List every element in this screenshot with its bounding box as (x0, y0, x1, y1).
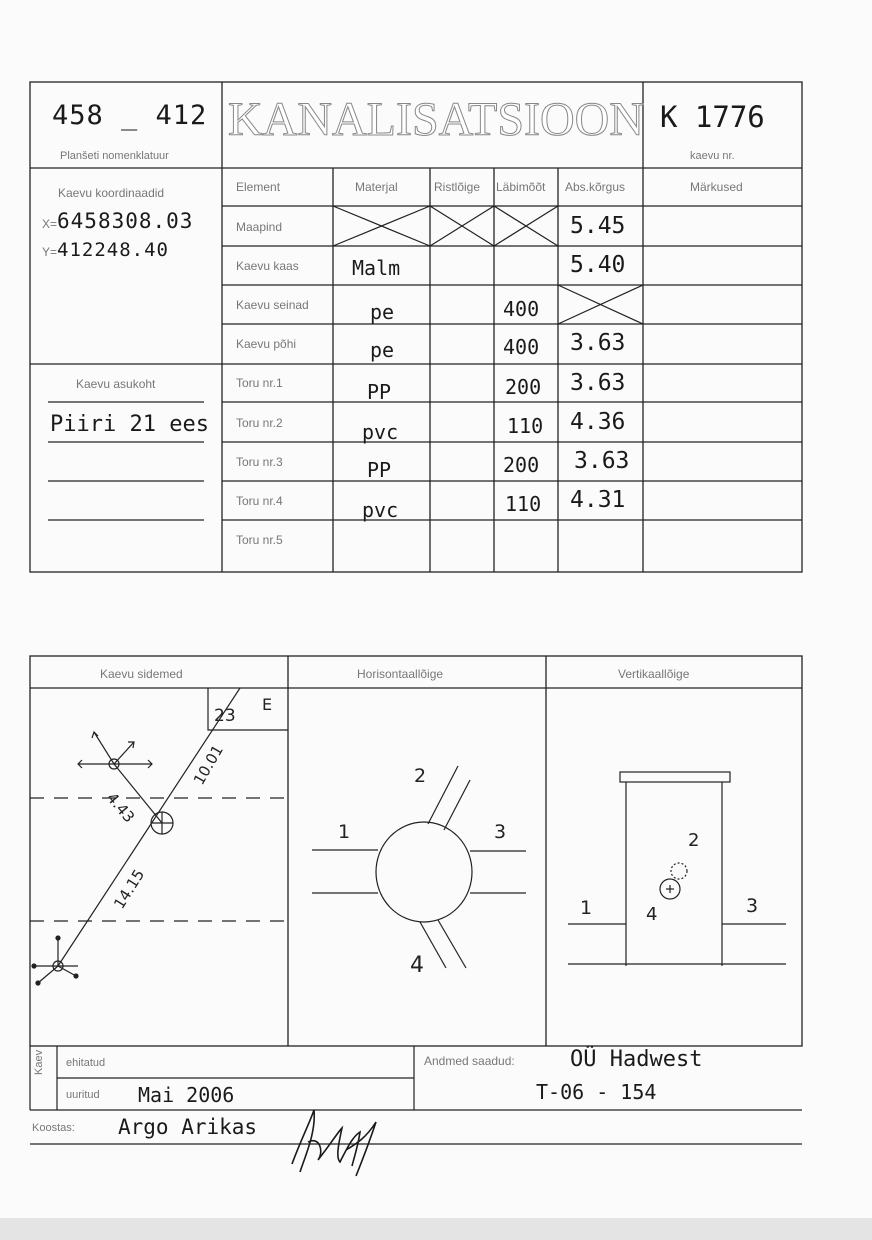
author-label: Koostas: (32, 1122, 75, 1134)
distance-label: 4.43 (102, 789, 139, 827)
diameter-value: 400 (503, 335, 540, 359)
vertical-section-sketch (546, 688, 802, 1046)
diameter-value: 200 (505, 375, 542, 399)
material-value: Malm (352, 256, 401, 280)
coords-label: Kaevu koordinaadid (58, 186, 165, 200)
elevation-value: 4.36 (570, 409, 626, 435)
author-name: Argo Arikas (118, 1115, 258, 1139)
well-ties-sketch (30, 688, 288, 1046)
diameter-value: 110 (505, 492, 542, 516)
diameter-value: 110 (507, 414, 544, 438)
col-header-element: Element (236, 180, 281, 194)
data-source-ref: T-06 - 154 (536, 1080, 657, 1104)
material-value: PP (367, 380, 392, 404)
well-number: K 1776 (660, 100, 765, 134)
coord-x-value: 6458308.03 (57, 209, 194, 233)
panel-title-vertical: Vertikaallõige (618, 667, 690, 681)
pipe-number: 1 (580, 897, 593, 919)
pipe-number: 2 (414, 765, 427, 787)
distance-label: 14.15 (110, 866, 149, 913)
coord-y-prefix: Y= (42, 245, 58, 259)
elevation-value: 3.63 (570, 370, 626, 396)
col-header-diameter: Läbimõõt (496, 180, 546, 194)
diameter-value: 400 (503, 297, 540, 321)
row-label: Toru nr.1 (236, 376, 283, 390)
form-title: KANALISATSIOON (228, 93, 644, 146)
row-label: Maapind (236, 220, 283, 234)
elevation-value: 3.63 (574, 448, 630, 474)
elevation-value: 5.45 (570, 213, 626, 239)
pipe-number: 2 (688, 830, 700, 851)
row-label: Toru nr.5 (236, 533, 283, 547)
data-source-company: OÜ Hadwest (570, 1047, 703, 1072)
material-value: pe (370, 338, 395, 362)
elevation-value: 3.63 (570, 330, 626, 356)
panel-title-horizontal: Horisontaallõige (357, 667, 444, 681)
diameter-value: 200 (503, 453, 540, 477)
col-header-crosssection: Ristlõige (434, 180, 481, 194)
row-label: Kaevu põhi (236, 337, 297, 351)
data-source-label: Andmed saadud: (424, 1054, 515, 1068)
well-number-label: kaevu nr. (690, 150, 735, 162)
location-value: Piiri 21 ees (50, 412, 209, 437)
coord-y (42, 239, 169, 261)
row-label: Toru nr.3 (236, 455, 283, 469)
pipe-number: 4 (646, 904, 658, 925)
row-label: Kaevu kaas (236, 259, 299, 273)
sheet-label: Planšeti nomenklatuur (60, 150, 169, 162)
coord-y-value: 412248.40 (57, 239, 169, 261)
footer-side-label: Kaev (33, 1049, 45, 1075)
row-label: Toru nr.2 (236, 416, 283, 430)
surveyed-label: uuritud (66, 1089, 100, 1101)
form-grid-lines (0, 0, 872, 600)
col-header-elevation: Abs.kõrgus (565, 180, 626, 194)
elevation-value: 5.40 (570, 252, 626, 278)
corner-number: 23 (214, 706, 236, 726)
scan-edge (0, 1218, 872, 1240)
horizontal-section-sketch (288, 688, 546, 1046)
pipe-number: 4 (410, 953, 424, 978)
location-label: Kaevu asukoht (76, 377, 156, 391)
sheet-number: 458 _ 412 (52, 100, 208, 131)
built-label: ehitatud (66, 1057, 106, 1069)
material-value: PP (367, 458, 392, 482)
corner-letter: E (262, 695, 273, 714)
pipe-number: 1 (338, 821, 351, 843)
row-label: Kaevu seinad (236, 298, 309, 312)
col-header-material: Materjal (355, 180, 398, 194)
col-header-notes: Märkused (690, 180, 743, 194)
distance-label: 10.01 (189, 741, 227, 788)
surveyed-date: Mai 2006 (138, 1083, 235, 1107)
signature (280, 1102, 390, 1182)
material-value: pe (370, 300, 395, 324)
material-value: pvc (362, 498, 399, 522)
coord-x (42, 209, 193, 233)
elevation-value: 4.31 (570, 487, 626, 513)
pipe-number: 3 (746, 895, 759, 917)
pipe-number: 3 (494, 821, 507, 843)
coord-x-prefix: X= (42, 217, 58, 231)
material-value: pvc (362, 420, 399, 444)
row-label: Toru nr.4 (236, 494, 283, 508)
panel-title-ties: Kaevu sidemed (100, 667, 183, 681)
